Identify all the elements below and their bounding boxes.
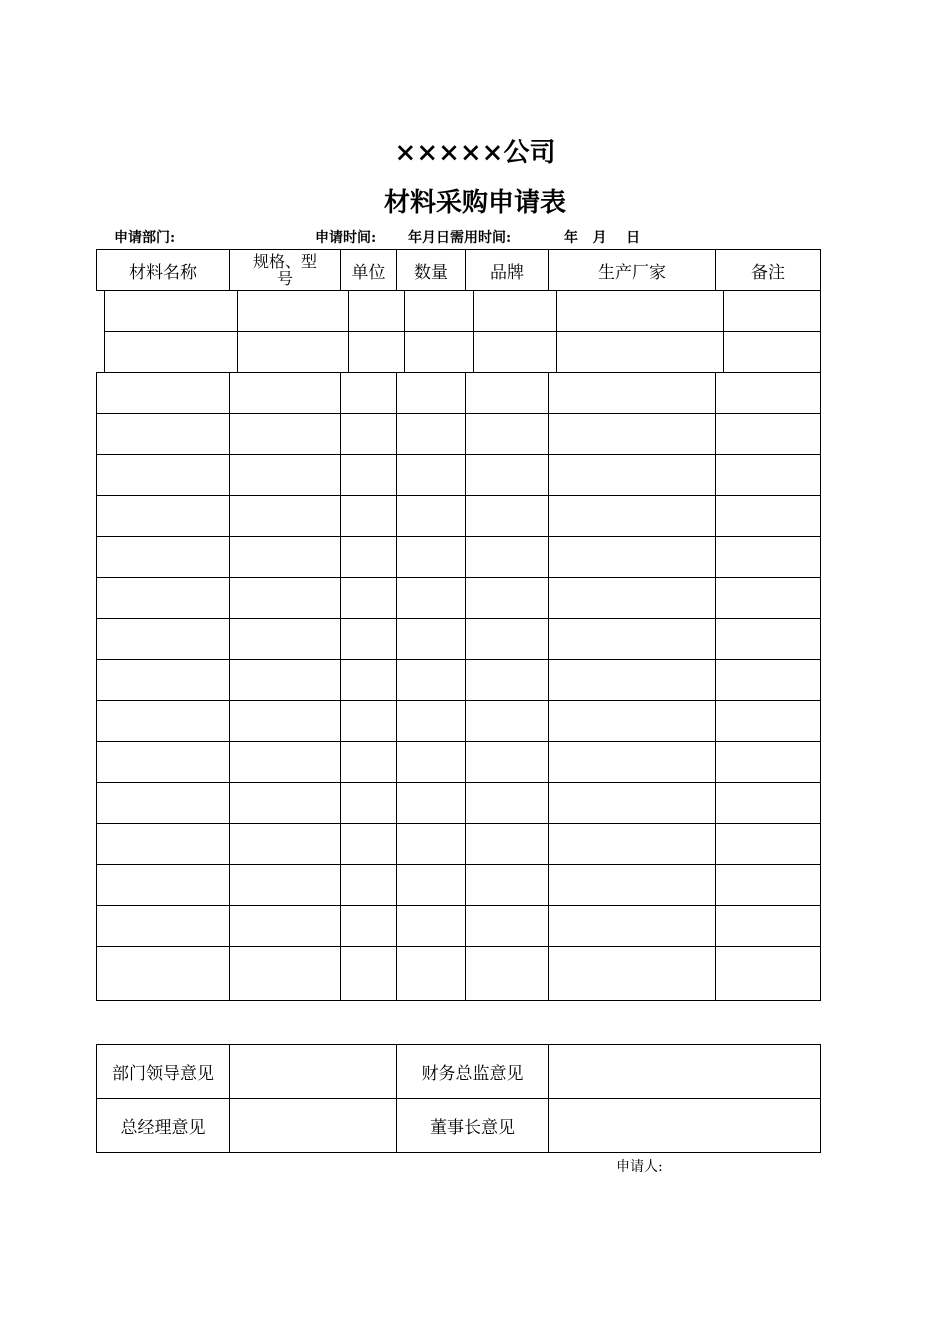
table-cell[interactable] [549,906,716,947]
table-cell[interactable] [97,578,230,619]
table-row [97,824,821,865]
table-cell[interactable] [549,537,716,578]
table-cell[interactable] [341,414,397,455]
form-title: 材料采购申请表 [383,188,566,218]
table-row [97,865,821,906]
date-ymd-label: 年 月 日 [564,230,641,246]
apply-time-label: 申请时间: [315,230,377,246]
col-header-remarks: 备注 [716,250,821,291]
table-cell[interactable] [724,332,821,373]
material-rows-table [96,372,821,1001]
table-row [97,701,821,742]
table-cell[interactable] [474,291,557,332]
table-row [97,537,821,578]
table-cell[interactable] [549,660,716,701]
table-cell[interactable] [97,865,230,906]
table-cell[interactable] [230,537,341,578]
table-cell[interactable] [349,332,405,373]
table-cell[interactable] [716,865,821,906]
table-cell[interactable] [549,414,716,455]
table-cell[interactable] [341,947,397,1001]
table-cell[interactable] [230,701,341,742]
table-cell[interactable] [557,291,724,332]
table-cell[interactable] [230,865,341,906]
table-cell[interactable] [230,496,341,537]
table-cell[interactable] [97,660,230,701]
table-cell[interactable] [238,332,349,373]
col-header-material-name: 材料名称 [97,250,230,291]
table-cell[interactable] [230,373,341,414]
dept-leader-field[interactable] [230,1045,397,1099]
table-cell[interactable] [549,947,716,1001]
table-cell[interactable] [716,619,821,660]
table-cell[interactable] [466,537,549,578]
table-cell[interactable] [716,578,821,619]
table-cell[interactable] [549,496,716,537]
table-cell[interactable] [405,291,474,332]
table-cell[interactable] [549,865,716,906]
table-cell[interactable] [405,332,474,373]
table-cell[interactable] [397,701,466,742]
table-cell[interactable] [341,496,397,537]
table-cell[interactable] [97,906,230,947]
table-cell[interactable] [716,742,821,783]
table-cell[interactable] [549,619,716,660]
table-cell[interactable] [230,578,341,619]
table-cell[interactable] [341,824,397,865]
table-cell[interactable] [549,373,716,414]
table-cell[interactable] [716,496,821,537]
table-row [105,291,821,332]
table-cell[interactable] [716,537,821,578]
table-cell[interactable] [230,824,341,865]
table-cell[interactable] [97,496,230,537]
table-cell[interactable] [238,291,349,332]
table-cell[interactable] [466,619,549,660]
table-cell[interactable] [341,701,397,742]
table-cell[interactable] [716,701,821,742]
spec-line-1: 规格、型 [252,252,317,271]
applicant-label: 申请人: [616,1159,663,1175]
table-cell[interactable] [549,578,716,619]
table-cell[interactable] [341,906,397,947]
table-cell[interactable] [230,414,341,455]
table-cell[interactable] [97,414,230,455]
table-cell[interactable] [97,783,230,824]
table-cell[interactable] [230,742,341,783]
table-row [97,578,821,619]
col-header-quantity: 数量 [397,250,466,291]
table-cell[interactable] [397,660,466,701]
chairman-label: 董事长意见 [397,1099,549,1153]
table-cell[interactable] [341,783,397,824]
table-row [97,660,821,701]
table-cell[interactable] [349,291,405,332]
table-cell[interactable] [97,701,230,742]
table-cell[interactable] [716,373,821,414]
table-cell[interactable] [466,455,549,496]
table-cell[interactable] [230,455,341,496]
col-header-manufacturer: 生产厂家 [549,250,716,291]
table-cell[interactable] [716,783,821,824]
department-label: 申请部门: [114,230,176,246]
table-cell[interactable] [716,906,821,947]
table-cell[interactable] [466,414,549,455]
column-header-table [96,249,821,291]
general-manager-label: 总经理意见 [97,1099,230,1153]
table-row [97,414,821,455]
table-cell[interactable] [466,660,549,701]
table-cell[interactable] [230,906,341,947]
general-manager-field[interactable] [230,1099,397,1153]
table-cell[interactable] [341,865,397,906]
table-cell[interactable] [97,824,230,865]
table-cell[interactable] [397,578,466,619]
table-cell[interactable] [105,291,238,332]
table-cell[interactable] [230,619,341,660]
table-cell[interactable] [557,332,724,373]
table-cell[interactable] [105,332,238,373]
table-cell[interactable] [341,660,397,701]
table-cell[interactable] [341,373,397,414]
table-cell[interactable] [716,455,821,496]
table-cell[interactable] [716,414,821,455]
table-cell[interactable] [466,824,549,865]
table-cell[interactable] [397,455,466,496]
table-row [105,332,821,373]
table-cell[interactable] [716,824,821,865]
table-cell[interactable] [466,783,549,824]
table-cell[interactable] [341,537,397,578]
chairman-field[interactable] [549,1099,821,1153]
table-cell[interactable] [724,291,821,332]
table-cell[interactable] [230,660,341,701]
table-row [97,783,821,824]
table-cell[interactable] [549,783,716,824]
table-cell[interactable] [549,824,716,865]
table-row [97,742,821,783]
table-cell[interactable] [397,496,466,537]
table-cell[interactable] [341,742,397,783]
table-cell[interactable] [466,701,549,742]
table-cell[interactable] [397,865,466,906]
table-cell[interactable] [466,742,549,783]
finance-director-label: 财务总监意见 [397,1045,549,1099]
table-cell[interactable] [97,537,230,578]
table-cell[interactable] [716,947,821,1001]
table-cell[interactable] [97,455,230,496]
need-time-label: 年月日需用时间: [408,230,512,246]
table-cell[interactable] [230,783,341,824]
table-cell[interactable] [397,414,466,455]
table-row [97,496,821,537]
table-cell[interactable] [397,619,466,660]
finance-director-field[interactable] [549,1045,821,1099]
table-cell[interactable] [397,783,466,824]
approval-table [96,1044,821,1153]
table-row [97,373,821,414]
table-cell[interactable] [397,906,466,947]
table-cell[interactable] [97,947,230,1001]
table-row [97,619,821,660]
table-cell[interactable] [549,742,716,783]
table-cell[interactable] [341,619,397,660]
table-cell[interactable] [97,373,230,414]
table-row [97,455,821,496]
table-cell[interactable] [397,824,466,865]
table-cell[interactable] [466,906,549,947]
table-cell[interactable] [466,578,549,619]
table-row [97,947,821,1001]
table-cell[interactable] [474,332,557,373]
table-cell[interactable] [466,865,549,906]
table-cell[interactable] [466,373,549,414]
table-row [97,906,821,947]
table-cell[interactable] [466,947,549,1001]
table-cell[interactable] [397,373,466,414]
offset-rows-table [104,290,821,373]
table-cell[interactable] [716,660,821,701]
table-cell[interactable] [397,537,466,578]
table-cell[interactable] [549,701,716,742]
table-cell[interactable] [549,455,716,496]
table-cell[interactable] [466,496,549,537]
company-title: ×××××公司 [394,138,556,168]
table-cell[interactable] [97,742,230,783]
col-header-spec-model [230,250,341,291]
spec-line-2: 号 [276,269,293,288]
table-cell[interactable] [397,742,466,783]
table-cell[interactable] [230,947,341,1001]
col-header-brand: 品牌 [466,250,549,291]
dept-leader-label: 部门领导意见 [97,1045,230,1099]
table-cell[interactable] [397,947,466,1001]
table-cell[interactable] [97,619,230,660]
table-cell[interactable] [341,455,397,496]
col-header-unit: 单位 [341,250,397,291]
table-cell[interactable] [341,578,397,619]
